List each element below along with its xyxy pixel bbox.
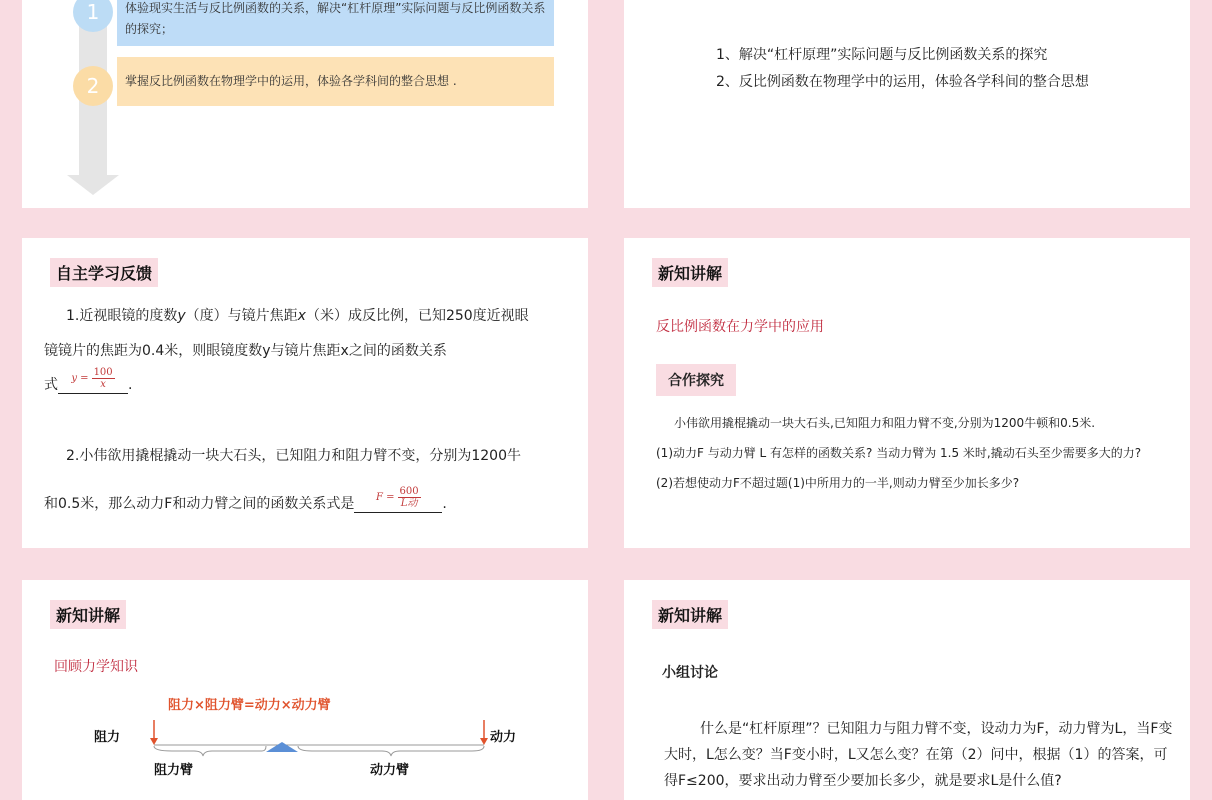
problem-statement: 小伟欲用撬棍撬动一块大石头,已知阻力和阻力臂不变,分别为1200牛顿和0.5米. — [674, 416, 1096, 430]
effort-arm-brace — [298, 746, 484, 756]
objective-number-1: 1 — [73, 0, 113, 32]
question-1-line-2: 镜镜片的焦距为0.4米，则眼镜度数y与镜片焦距x之间的函数关系 — [44, 343, 447, 359]
q1-var-x: x — [297, 308, 306, 324]
section-tag: 自主学习反馈 — [50, 258, 158, 287]
effort-arrow — [480, 720, 488, 745]
q1-text-b: （度）与镜片焦距 — [185, 308, 298, 324]
slide-objectives — [22, 0, 588, 208]
section-tag: 新知讲解 — [652, 600, 728, 629]
review-subtitle: 回顾力学知识 — [54, 659, 138, 675]
objective-2-text — [117, 57, 554, 106]
q2-answer-formula — [354, 486, 442, 509]
q1-answer-lhs: y = — [71, 373, 89, 384]
q1-answer-blank — [58, 366, 128, 394]
section-tag: 新知讲解 — [50, 600, 126, 629]
q1-suffix: . — [128, 377, 133, 393]
problem-part-2: (2)若想使动力F不超过题(1)中所用力的一半,则动力臂至少加长多少? — [656, 476, 1020, 490]
objective-number-2: 2 — [73, 66, 113, 106]
question-1-line-1 — [44, 304, 559, 328]
question-1-line-3 — [44, 366, 559, 394]
q2-answer-lhs: F = — [376, 492, 395, 503]
key-point-1: 1、解决“杠杆原理”实际问题与反比例函数关系的探究 — [716, 47, 1048, 63]
slide-new-knowledge-1 — [624, 238, 1190, 548]
q1-answer-fraction — [92, 367, 115, 390]
q2-answer-blank — [354, 483, 442, 513]
lever-diagram — [22, 580, 588, 800]
timeline-arrow-head — [67, 175, 119, 195]
q1-prefix: 式 — [44, 377, 58, 393]
resistance-label: 阻力 — [94, 730, 121, 745]
effort-arm-label: 动力臂 — [370, 763, 410, 778]
group-discussion-heading: 小组讨论 — [662, 665, 718, 681]
discussion-text: 什么是“杠杆原理”？已知阻力与阻力臂不变，设动力为F，动力臂为L，当F变大时，L怎么变？当F变小时，L又怎么变？在第（2）问中，根据（1）的答案，可得F≤200，要求出动力臂至少要加长多少，就是要求L是什么值? — [664, 721, 1173, 789]
q2-prefix: 和0.5米，那么动力F和动力臂之间的函数关系式是 — [44, 496, 355, 512]
question-2-line-2 — [44, 483, 559, 513]
key-points-list — [716, 42, 1089, 96]
q2-answer-numerator: 600 — [399, 486, 419, 497]
q2-suffix: . — [442, 496, 447, 512]
q1-answer-numerator: 100 — [93, 367, 113, 378]
q2-answer-denominator: L动 — [400, 498, 418, 509]
question-2-line-1: 2.小伟欲用撬棍撬动一块大石头，已知阻力和阻力臂不变，分别为1200牛 — [66, 448, 521, 464]
effort-label: 动力 — [490, 730, 517, 745]
q1-var-y: y — [177, 308, 186, 324]
q1-text-a: 1.近视眼镜的度数 — [66, 308, 178, 324]
topic-subtitle: 反比例函数在力学中的应用 — [656, 319, 824, 335]
cooperative-exploration-tag: 合作探究 — [656, 364, 736, 396]
key-point-2: 2、反比例函数在物理学中的运用，体验各学科间的整合思想 — [716, 74, 1089, 90]
q1-text-c: （米）成反比例，已知250度近视眼 — [305, 308, 529, 324]
resistance-arrow — [150, 720, 158, 745]
section-tag: 新知讲解 — [652, 258, 728, 287]
q1-answer-formula — [58, 367, 128, 390]
q2-answer-fraction — [398, 486, 421, 509]
slide-self-study-feedback — [22, 238, 588, 548]
slide-new-knowledge-2 — [22, 580, 588, 800]
lever-formula: 阻力×阻力臂=动力×动力臂 — [168, 698, 331, 713]
objective-1-text: 体验现实生活与反比例函数的关系，解决“杠杆原理”实际问题与反比例函数关系的探究； — [117, 0, 554, 46]
objective-2-label: 掌握反比例函数在物理学中的运用，体验各学科间的整合思想 . — [125, 74, 457, 88]
resistance-arm-label: 阻力臂 — [154, 763, 194, 778]
fulcrum-triangle — [266, 742, 298, 752]
slide-key-points — [624, 0, 1190, 208]
q1-answer-denominator: x — [100, 379, 106, 390]
problem-part-1: (1)动力F 与动力臂 L 有怎样的函数关系? 当动力臂为 1.5 米时,撬动石头至少需要多大的力? — [656, 446, 1142, 460]
slide-new-knowledge-3 — [624, 580, 1190, 800]
resistance-arm-brace — [154, 746, 266, 756]
